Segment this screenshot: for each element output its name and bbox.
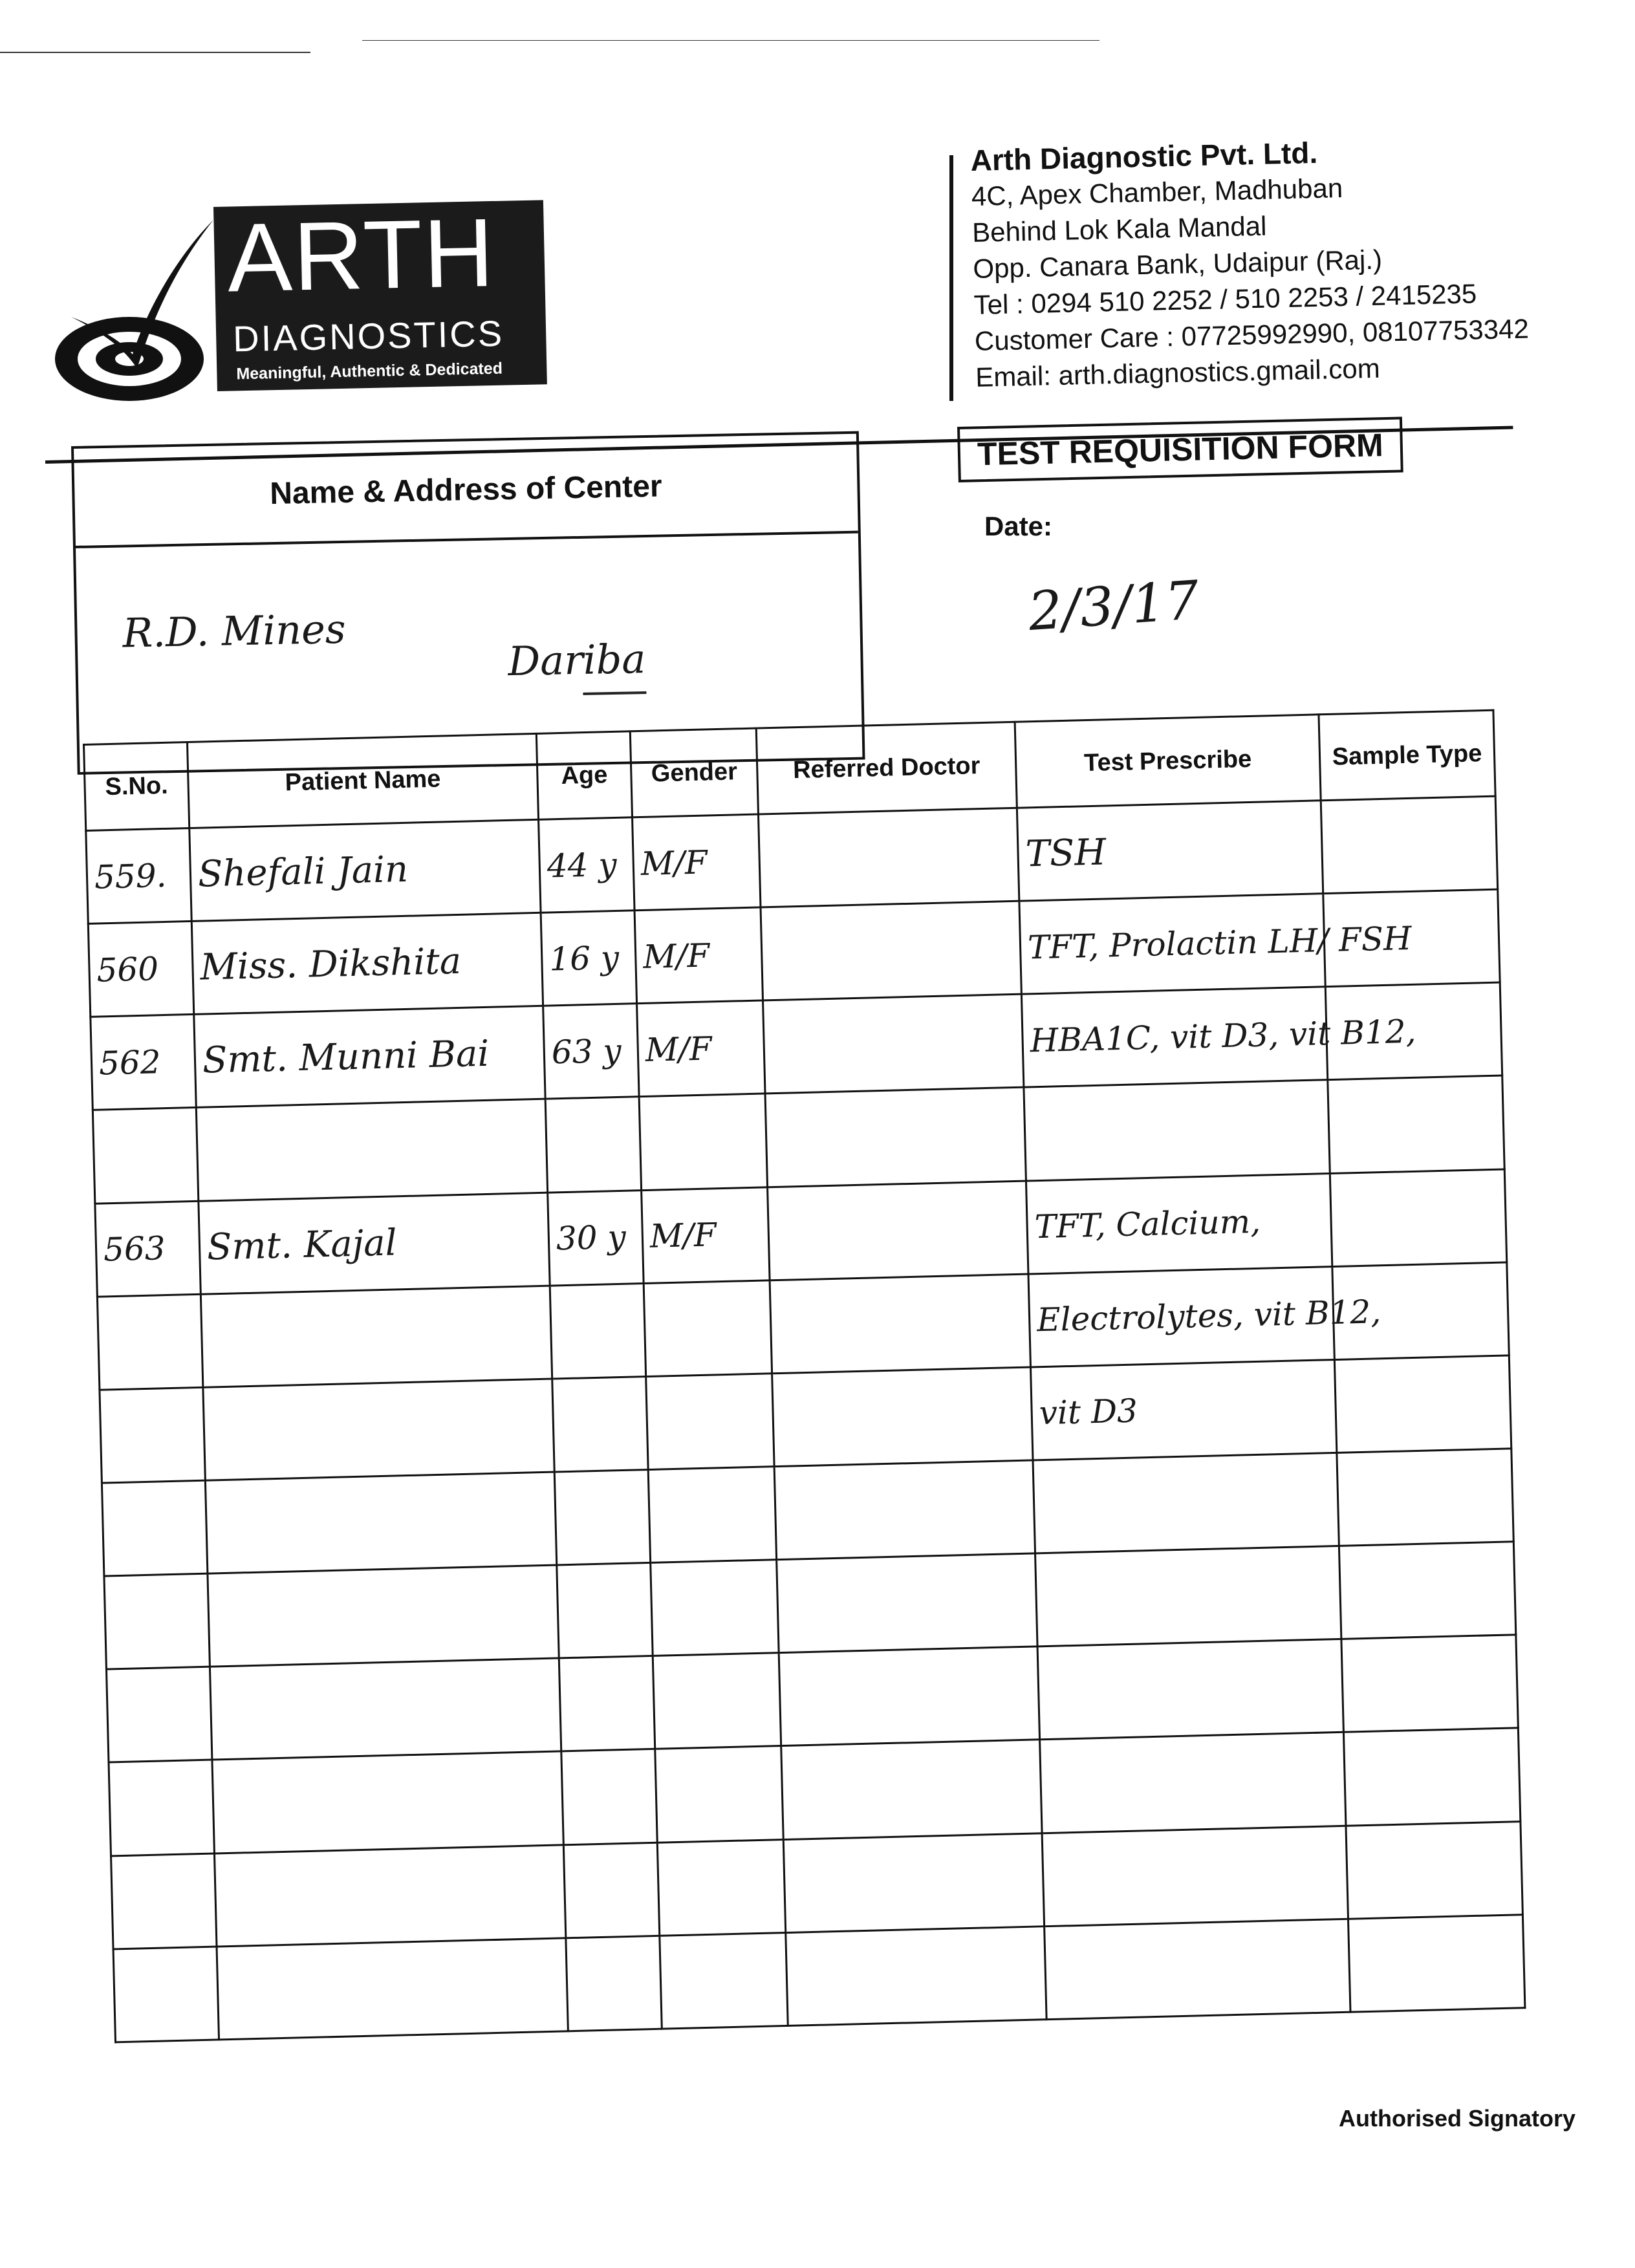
gender-cell: M/F	[642, 1187, 770, 1283]
doctor-cell	[761, 901, 1021, 1000]
form-title: TEST REQUISITION FORM	[957, 416, 1403, 482]
test-cell: HBA1C, vit D3, vit B12,	[1021, 987, 1327, 1088]
age-cell	[552, 1376, 648, 1472]
authorised-signatory: Authorised Signatory	[1339, 2105, 1576, 2132]
doctor-cell	[768, 1181, 1028, 1280]
test-cell: vit D3	[1030, 1359, 1336, 1460]
sample-cell	[1321, 796, 1497, 894]
center-box	[71, 431, 865, 775]
center-name: R.D. Mines	[122, 605, 347, 657]
gender-cell	[646, 1374, 774, 1470]
company-name: Arth Diagnostic Pvt. Ltd.	[970, 135, 1318, 177]
column-header: S.No.	[84, 742, 189, 831]
test-cell	[1024, 1080, 1330, 1181]
center-place: Dariba	[507, 635, 646, 686]
age-cell	[550, 1283, 645, 1379]
column-header: Test Prescribe	[1015, 715, 1321, 808]
logo-text: ARTH	[226, 197, 496, 312]
column-header: Referred Doctor	[756, 722, 1017, 814]
patient-name-cell: Smt. Munni Bai	[194, 1006, 545, 1108]
doctor-cell	[763, 994, 1024, 1094]
date-label: Date:	[984, 511, 1053, 541]
sno-cell	[92, 1108, 198, 1204]
gender-cell: M/F	[634, 907, 763, 1004]
sno-cell: 563	[95, 1201, 200, 1297]
patient-name-cell	[200, 1286, 552, 1387]
test-cell: TFT, Prolactin LH/ FSH	[1019, 894, 1325, 995]
patient-name-cell	[203, 1379, 554, 1480]
doctor-cell	[772, 1367, 1033, 1467]
test-cell: Electrolytes, vit B12,	[1028, 1266, 1334, 1367]
gender-cell: M/F	[637, 1000, 765, 1097]
column-header: Sample Type	[1319, 710, 1495, 801]
customer-care: Customer Care : 07725992990, 08107753342	[974, 313, 1530, 356]
sno-cell	[100, 1387, 205, 1483]
address-line: Opp. Canara Bank, Udaipur (Raj.)	[972, 244, 1383, 284]
age-cell: 63 y	[543, 1004, 639, 1099]
column-header: Patient Name	[187, 733, 538, 828]
scan-artifact	[0, 52, 310, 53]
logo-subtext: DIAGNOSTICS	[232, 312, 504, 360]
column-header: Age	[536, 731, 632, 820]
patient-name-cell	[196, 1099, 547, 1201]
age-cell	[545, 1097, 641, 1193]
age-cell: 44 y	[539, 817, 634, 913]
sno-cell: 560	[88, 922, 193, 1017]
patient-name-cell: Smt. Kajal	[199, 1193, 550, 1294]
doctor-cell	[770, 1274, 1030, 1374]
logo	[213, 197, 547, 391]
gender-cell	[644, 1280, 772, 1377]
age-cell: 16 y	[541, 911, 636, 1006]
company-divider	[949, 155, 953, 401]
gender-cell: M/F	[633, 814, 761, 911]
gender-cell	[639, 1094, 767, 1190]
sno-cell	[97, 1294, 202, 1390]
sno-cell: 562	[91, 1015, 196, 1110]
sno-cell: 559.	[86, 828, 191, 924]
sample-cell	[1330, 1169, 1506, 1267]
test-cell: TFT, Calcium,	[1026, 1173, 1332, 1274]
logo-tagline: Meaningful, Authentic & Dedicated	[236, 359, 503, 383]
patient-name-cell: Miss. Dikshita	[191, 913, 543, 1014]
telephone: Tel : 0294 510 2252 / 510 2253 / 2415235	[973, 278, 1477, 320]
company-info	[970, 130, 1530, 396]
patient-table	[83, 709, 1524, 2044]
doctor-cell	[758, 808, 1019, 907]
column-header: Gender	[630, 728, 758, 817]
logo-target-icon	[52, 207, 220, 414]
scan-artifact	[362, 40, 1099, 41]
doctor-cell	[765, 1088, 1026, 1187]
sample-cell	[1328, 1075, 1504, 1173]
address-line: 4C, Apex Chamber, Madhuban	[971, 172, 1343, 211]
test-cell: TSH	[1017, 801, 1323, 902]
email: Email: arth.diagnostics.gmail.com	[975, 352, 1381, 393]
date-value: 2/3/17	[1026, 569, 1201, 643]
age-cell: 30 y	[548, 1190, 644, 1286]
address-line: Behind Lok Kala Mandal	[971, 210, 1267, 248]
patient-name-cell: Shefali Jain	[189, 819, 541, 921]
center-heading: Name & Address of Center	[74, 434, 858, 548]
sample-cell	[1334, 1355, 1511, 1453]
